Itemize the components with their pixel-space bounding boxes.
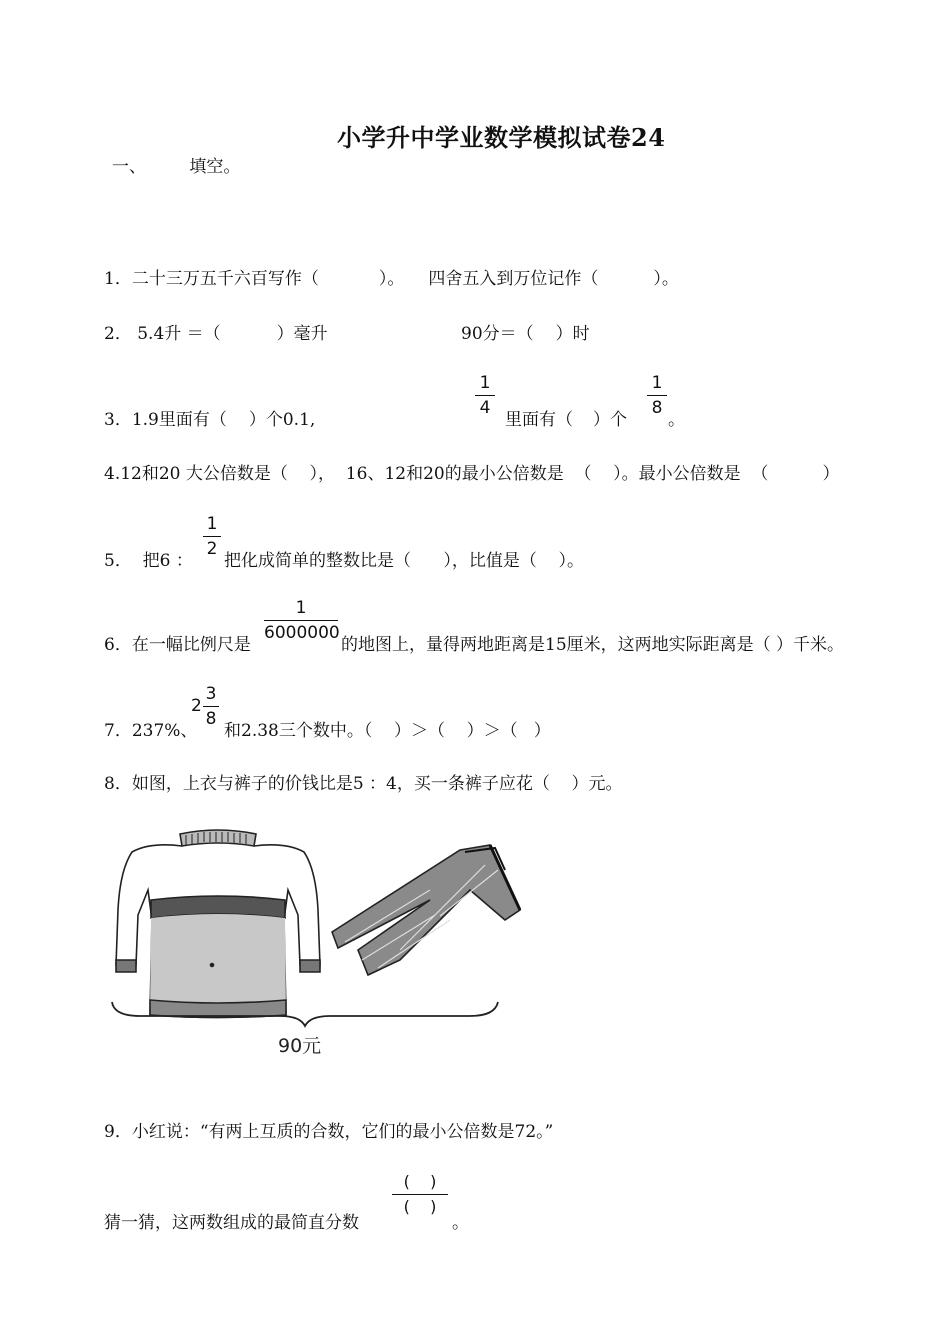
q3-part-c: 里面有（ xyxy=(505,410,573,430)
question-8: 8．如图，上衣与裤子的价钱比是5 ：4，买一条裤子应花（ ）元。 xyxy=(104,774,623,794)
q7-fraction xyxy=(203,684,219,729)
q1-part-a: 1．二十三万五千六百写作（ xyxy=(104,269,319,289)
price-label: 90元 xyxy=(278,1035,322,1057)
q9-denominator-blank: ( ) xyxy=(403,1197,437,1216)
q3-fraction-2 xyxy=(647,373,667,418)
q1-part-b: ）。 xyxy=(378,269,405,289)
question-2-right xyxy=(461,319,590,344)
trousers-illustration xyxy=(332,845,520,975)
q7-mixed-whole: 2 xyxy=(191,696,202,716)
question-5: 5． 把6 ： xyxy=(104,551,193,571)
q2-part-d: ）时 xyxy=(555,324,590,344)
q3-part-d: ）个 xyxy=(593,410,627,430)
q7-denominator: 8 xyxy=(205,709,217,729)
question-6: 6．在一幅比例尺是 xyxy=(104,635,251,655)
question-7: 7．237%、 xyxy=(104,721,198,741)
q9-numerator-blank: ( ) xyxy=(403,1172,437,1191)
q1-part-c: 四舍五入到万位记作（ xyxy=(428,269,599,289)
q2-part-b: ）毫升 xyxy=(276,324,328,344)
question-7-rest: 和2.38三个数中。（ ）＞（ ）＞（ ） xyxy=(224,721,551,741)
q3-fraction-1 xyxy=(475,373,495,418)
q3-part-a: 3．1.9里面有（ xyxy=(104,410,227,430)
question-9: 9．小红说：“有两上互质的合数，它们的最小公倍数是72。” xyxy=(104,1122,554,1142)
q1-part-d: ）。 xyxy=(653,269,679,289)
page-title: 小学升中学业数学模拟试卷24 xyxy=(337,123,666,152)
q3-f2-numerator: 1 xyxy=(651,373,663,393)
q3-end: 。 xyxy=(668,410,685,430)
q6-numerator: 1 xyxy=(295,598,307,618)
q2-part-a: 2． 5.4升 ＝（ xyxy=(104,324,221,344)
q5-fraction xyxy=(203,514,221,559)
question-9-line2: 猜一猜，这两数组成的最简直分数 xyxy=(104,1213,359,1233)
question-3-right xyxy=(505,405,627,430)
question-1 xyxy=(104,264,679,289)
question-2 xyxy=(104,319,328,344)
sweater-illustration xyxy=(116,830,320,1018)
question-6-rest: 的地图上，量得两地距离是15厘米，这两地实际距离是（ ）千米。 xyxy=(341,635,845,655)
q6-fraction xyxy=(264,598,338,643)
q6-denominator: 6000000 xyxy=(264,623,340,643)
question-5-rest: 把化成简单的整数比是（ ），比值是（ ）。 xyxy=(224,551,585,571)
section-heading xyxy=(112,152,240,177)
question-4: 4.12和20 大公倍数是（ ）， 16、12和20的最小公倍数是 （ ）。最小公倍数是 （ ） xyxy=(104,464,840,484)
q3-f1-numerator: 1 xyxy=(479,373,491,393)
q5-denominator: 2 xyxy=(206,539,218,559)
section-number: 一、 xyxy=(112,157,146,177)
q3-f1-denominator: 4 xyxy=(479,398,491,418)
q9-end: 。 xyxy=(452,1213,469,1233)
section-label: 填空。 xyxy=(189,157,241,177)
q5-numerator: 1 xyxy=(206,514,218,534)
question-3 xyxy=(104,405,315,430)
q9-fraction xyxy=(392,1172,448,1217)
q2-part-c: 90分＝（ xyxy=(461,324,534,344)
clothing-figure xyxy=(100,820,540,1070)
q3-part-b: ）个0.1, xyxy=(248,410,316,430)
q3-f2-denominator: 8 xyxy=(651,398,663,418)
q7-numerator: 3 xyxy=(205,684,217,704)
